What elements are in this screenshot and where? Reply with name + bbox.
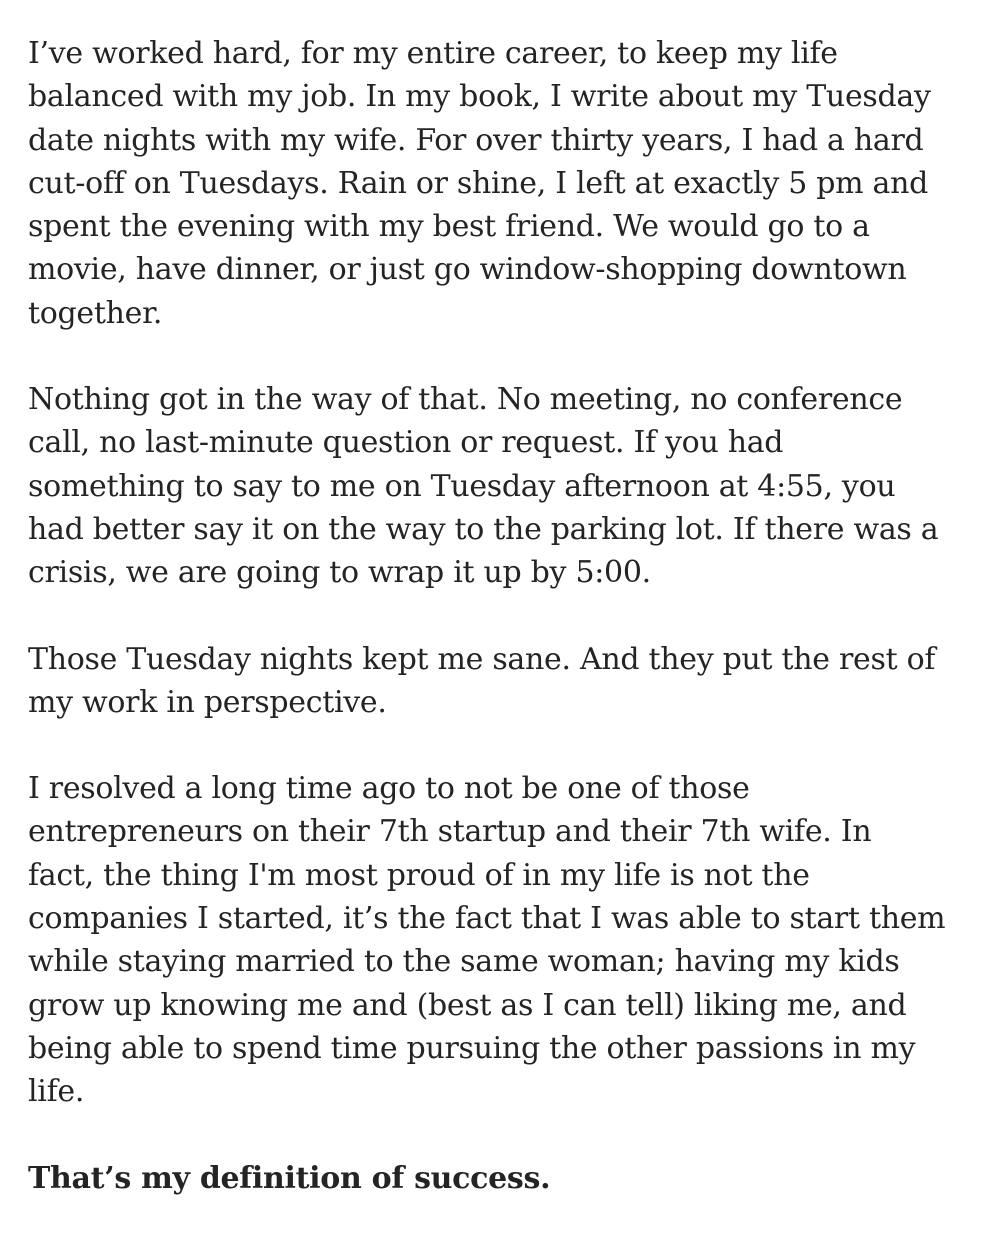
paragraph-nothing-in-the-way: Nothing got in the way of that. No meeting, no conference call, no last-minute question or request. If you had something to say to me on Tuesday afternoon at 4:55, you had better say it on the way to the parking lot. If there was a crisis, we are going to wrap it up by 5:00. [28, 382, 939, 591]
closing-statement: That’s my definition of success. [28, 1160, 551, 1196]
paragraph-work-life-balance: I’ve worked hard, for my entire career, to keep my life balanced with my job. In my book, I write about my Tuesday date nights with my wife. For over thirty years, I had a hard cut-off on Tuesdays. Rain or shine, I left at exactly 5 pm and spent the evening with my best friend. We would go to a movie, have dinner, or just go window-shopping downtown together. [28, 36, 931, 331]
article-body [28, 32, 978, 1200]
paragraph-resolution: I resolved a long time ago to not be one of those entrepreneurs on their 7th startup and their 7th wife. In fact, the thing I'm most proud of in my life is not the companies I started, it’s the fact that I was able to start them while staying married to the same woman; having my kids grow up knowing me and (best as I can tell) liking me, and being able to spend time pursuing the other passions in my life. [28, 771, 946, 1110]
paragraph-tuesday-nights: Those Tuesday nights kept me sane. And they put the rest of my work in perspective. [28, 641, 936, 720]
